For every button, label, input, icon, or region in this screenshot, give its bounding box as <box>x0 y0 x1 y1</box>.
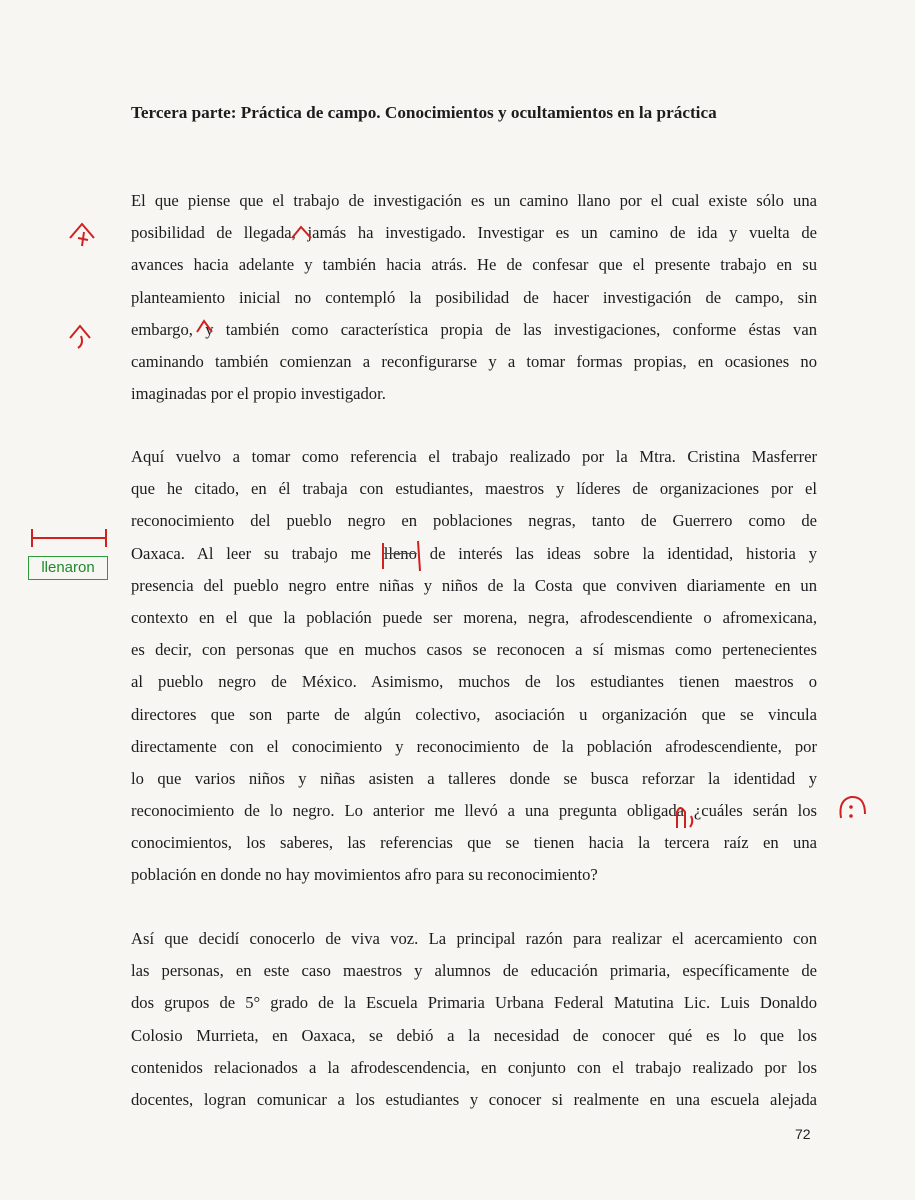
text-line: lo que varios niños y niñas asisten a talleres donde se busca reforzar la identidad y <box>131 768 817 788</box>
text-line: directamente con el conocimiento y reconocimiento de la población afrodescendiente, por <box>131 736 817 756</box>
text-line: avances hacia adelante y también hacia atrás. He de confesar que el presente trabajo en su <box>131 255 817 275</box>
caret-insert-icon <box>194 318 218 336</box>
text-line: presencia del pueblo negro entre niñas y niños de la Costa que conviven diariamente en un <box>131 575 817 595</box>
paragraph-1 <box>131 185 817 410</box>
comma-insert-mark-icon <box>66 320 96 352</box>
caret-insert-icon <box>289 224 317 242</box>
text-line: posibilidad de llegada, jamás ha investigado. Investigar es un camino de ida y vuelta de <box>131 223 817 243</box>
text-line: que he citado, en él trabaja con estudiantes, maestros y líderes de organizaciones por el <box>131 479 817 499</box>
text-line: docentes, logran comunicar a los estudiantes y conocer si realmente en una escuela alejada <box>131 1089 817 1109</box>
struck-word: lleno <box>383 543 417 563</box>
text-line: Colosio Murrieta, en Oaxaca, se debió a la necesidad de conocer qué es lo que los <box>131 1025 817 1045</box>
delete-bracket-icon <box>378 539 426 573</box>
text-line: El que piense que el trabajo de investigación es un camino llano por el cual existe sólo una <box>131 191 817 210</box>
text-line: es decir, con personas que en muchos casos se reconocen a sí mismas como pertenecientes <box>131 640 817 660</box>
text-line: Aquí vuelvo a tomar como referencia el trabajo realizado por la Mtra. Cristina Masferrer <box>131 447 817 466</box>
text-line: contenidos relacionados a la afrodescendencia, en conjunto con el trabajo realizado por los <box>131 1057 817 1077</box>
punctuation-insert-mark-icon <box>672 802 700 832</box>
text-line: al pueblo negro de México. Asimismo, muchos de los estudiantes tienen maestros o <box>131 672 817 692</box>
text-fragment: Oaxaca. Al leer su trabajo me <box>131 543 384 563</box>
paragraph-2 <box>131 441 817 892</box>
text-line: caminando también comienzan a reconfigurarse y a tomar formas propias, en ocasiones no <box>131 351 817 371</box>
text-line: Así que decidí conocerlo de viva voz. La principal razón para realizar el acercamiento con <box>131 929 817 948</box>
insertion-line-icon <box>30 525 110 551</box>
comma-insert-mark-icon <box>66 218 100 252</box>
text-line: contexto en el que la población puede ser morena, negra, afrodescendiente o afromexicana, <box>131 607 817 627</box>
text-line: reconocimiento del pueblo negro en poblaciones negras, tanto de Guerrero como de <box>131 511 817 531</box>
text-line: las personas, en este caso maestros y alumnos de educación primaria, específicamente de <box>131 961 817 981</box>
text-fragment: de interés las ideas sobre la identidad, historia y <box>416 543 817 563</box>
text-line: población en donde no hay movimientos afro para su reconocimiento? <box>131 865 598 885</box>
text-line-with-correction <box>131 538 817 570</box>
correction-note: llenaron <box>28 556 108 580</box>
margin-colon-mark-icon <box>835 792 871 824</box>
text-line: planteamiento inicial no contempló la posibilidad de hacer investigación de campo, sin <box>131 287 817 307</box>
text-line: imaginadas por el propio investigador. <box>131 384 386 404</box>
page-number: 72 <box>795 1126 811 1142</box>
text-line: dos grupos de 5° grado de la Escuela Primaria Urbana Federal Matutina Lic. Luis Donaldo <box>131 993 817 1013</box>
text-line: directores que son parte de algún colectivo, asociación u organización que se vincula <box>131 704 817 724</box>
text-line: conocimientos, los saberes, las referencias que se tienen hacia la tercera raíz en una <box>131 833 817 853</box>
text-line: embargo, y también como característica propia de las investigaciones, conforme éstas van <box>131 319 817 339</box>
section-heading: Tercera parte: Práctica de campo. Conocimientos y ocultamientos en la práctica <box>131 103 717 122</box>
paragraph-3 <box>131 923 817 1116</box>
text-line: reconocimiento de lo negro. Lo anterior me llevó a una pregunta obligada ¿cuáles serán los <box>131 801 817 821</box>
